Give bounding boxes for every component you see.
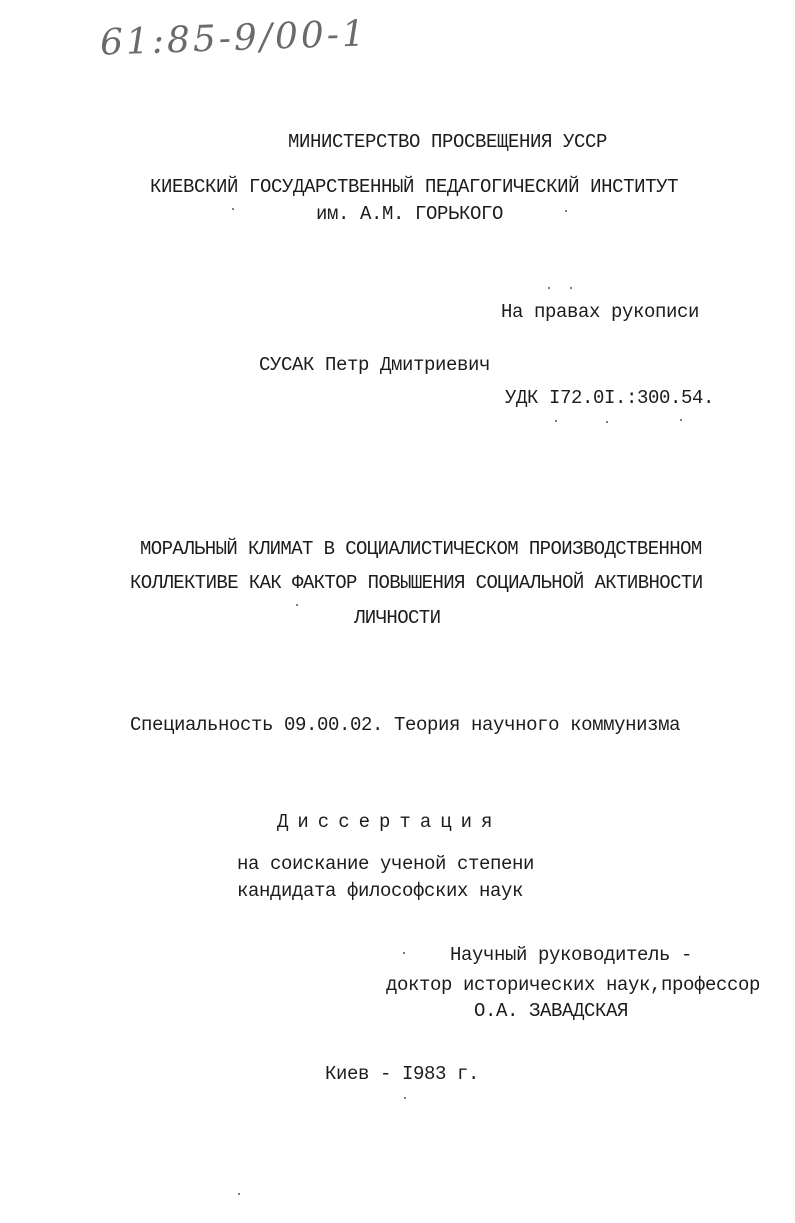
ministry-heading: МИНИСТЕРСТВО ПРОСВЕЩЕНИЯ УССР [288,131,608,153]
scan-speck [238,1193,240,1195]
institute-name: им. А.М. ГОРЬКОГО [316,203,504,225]
author-name: СУСАК Петр Дмитриевич [259,354,491,376]
scan-speck [565,210,567,212]
handwritten-archive-mark: 61:85-9/00-1 [99,13,369,64]
rights-note: На правах рукописи [501,301,700,323]
supervisor-credentials: доктор исторических наук,профессор [386,974,761,996]
degree-line-1: на соискание ученой степени [237,853,535,875]
thesis-title-line-2: КОЛЛЕКТИВЕ КАК ФАКТОР ПОВЫШЕНИЯ СОЦИАЛЬНОЙ АКТИВНОСТИ [130,572,703,594]
scan-speck [296,604,298,606]
scan-speck [548,287,550,289]
work-type: Диссертация [277,811,502,833]
scan-speck [403,952,405,954]
degree-line-2: кандидата философских наук [237,880,524,902]
scan-speck [570,287,572,289]
thesis-title-line-3: ЛИЧНОСТИ [354,607,441,629]
supervisor-role: Научный руководитель - [450,944,693,966]
place-and-year: Киев - I983 г. [325,1063,480,1085]
specialty-line: Специальность 09.00.02. Теория научного коммунизма [130,714,681,736]
scan-speck [680,419,682,421]
scan-speck [404,1097,406,1099]
scan-speck [606,421,608,423]
scan-speck [232,208,234,210]
udc-code: УДК I72.0I.:300.54. [505,387,715,409]
scan-speck [555,420,557,422]
institute-heading: КИЕВСКИЙ ГОСУДАРСТВЕННЫЙ ПЕДАГОГИЧЕСКИЙ ИНСТИТУТ [150,176,679,198]
supervisor-name: О.А. ЗАВАДСКАЯ [474,1000,629,1022]
thesis-title-line-1: МОРАЛЬНЫЙ КЛИМАТ В СОЦИАЛИСТИЧЕСКОМ ПРОИЗВОДСТВЕННОМ [140,538,702,560]
